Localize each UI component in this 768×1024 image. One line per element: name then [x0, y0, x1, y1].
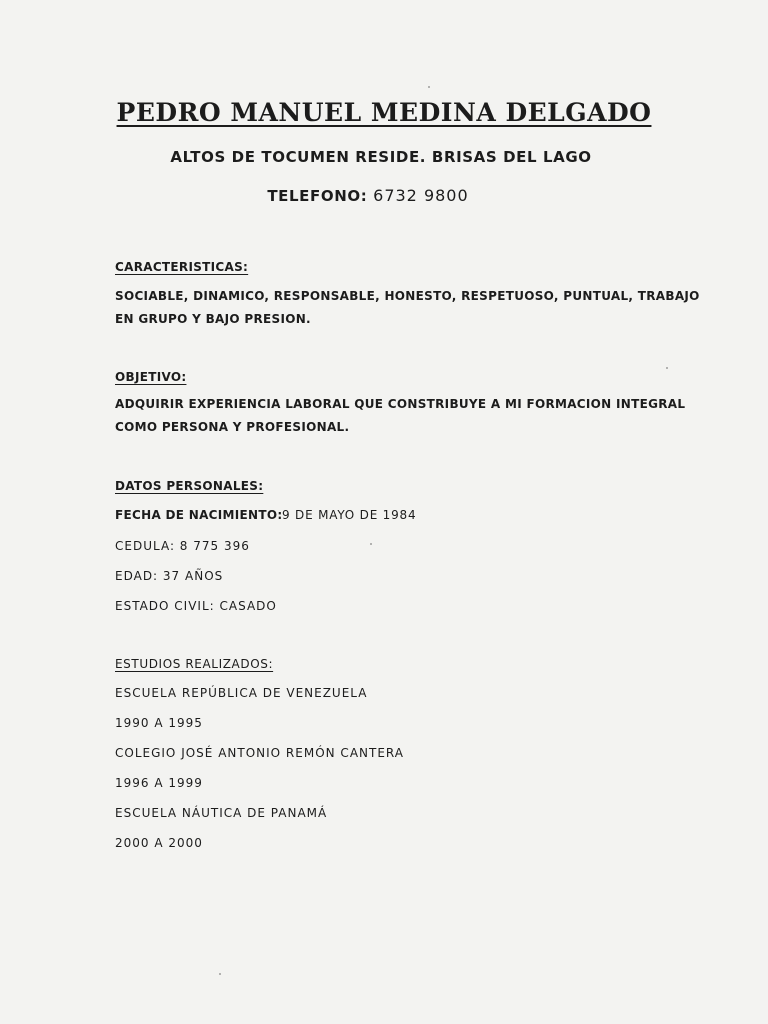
paper-speck: [666, 367, 668, 369]
estudio-item: ESCUELA REPÚBLICA DE VENEZUELA: [115, 686, 368, 700]
caracteristicas-line-2: EN GRUPO Y BAJO PRESION.: [115, 312, 311, 326]
fecha-nacimiento-label: FECHA DE NACIMIENTO:: [115, 508, 283, 522]
estudio-item: COLEGIO JOSÉ ANTONIO REMÓN CANTERA: [115, 746, 404, 760]
cedula-line: CEDULA: 8 775 396: [115, 539, 250, 553]
estudios-heading: ESTUDIOS REALIZADOS:: [115, 657, 274, 671]
objetivo-heading: OBJETIVO:: [115, 370, 187, 384]
caracteristicas-line-1: SOCIABLE, DINAMICO, RESPONSABLE, HONESTO, RESPETUOSO, PUNTUAL, TRABAJO: [115, 289, 700, 303]
candidate-name: PEDRO MANUEL MEDINA DELGADO: [116, 98, 652, 127]
estudio-item: 1996 A 1999: [115, 776, 203, 790]
phone-number: 6732 9800: [373, 186, 469, 205]
estudio-item: 1990 A 1995: [115, 716, 203, 730]
estudio-item: 2000 A 2000: [115, 836, 203, 850]
datos-personales-heading: DATOS PERSONALES:: [115, 479, 264, 493]
phone-line: [0, 186, 736, 205]
caracteristicas-heading: CARACTERISTICAS:: [115, 260, 249, 274]
paper-speck: [370, 543, 372, 545]
estado-civil-line: ESTADO CIVIL: CASADO: [115, 599, 277, 613]
objetivo-line-1: ADQUIRIR EXPERIENCIA LABORAL QUE CONSTRIBUYE A MI FORMACION INTEGRAL: [115, 397, 686, 411]
objetivo-line-2: COMO PERSONA Y PROFESIONAL.: [115, 420, 350, 434]
fecha-nacimiento-value: 9 DE MAYO DE 1984: [282, 508, 417, 522]
paper-speck: [428, 86, 430, 88]
phone-label: TELEFONO:: [267, 187, 368, 205]
edad-line: EDAD: 37 AÑOS: [115, 569, 224, 583]
address-line: ALTOS DE TOCUMEN RESIDE. BRISAS DEL LAGO: [170, 148, 592, 166]
estudio-item: ESCUELA NÁUTICA DE PANAMÁ: [115, 806, 328, 820]
paper-speck: [219, 973, 221, 975]
